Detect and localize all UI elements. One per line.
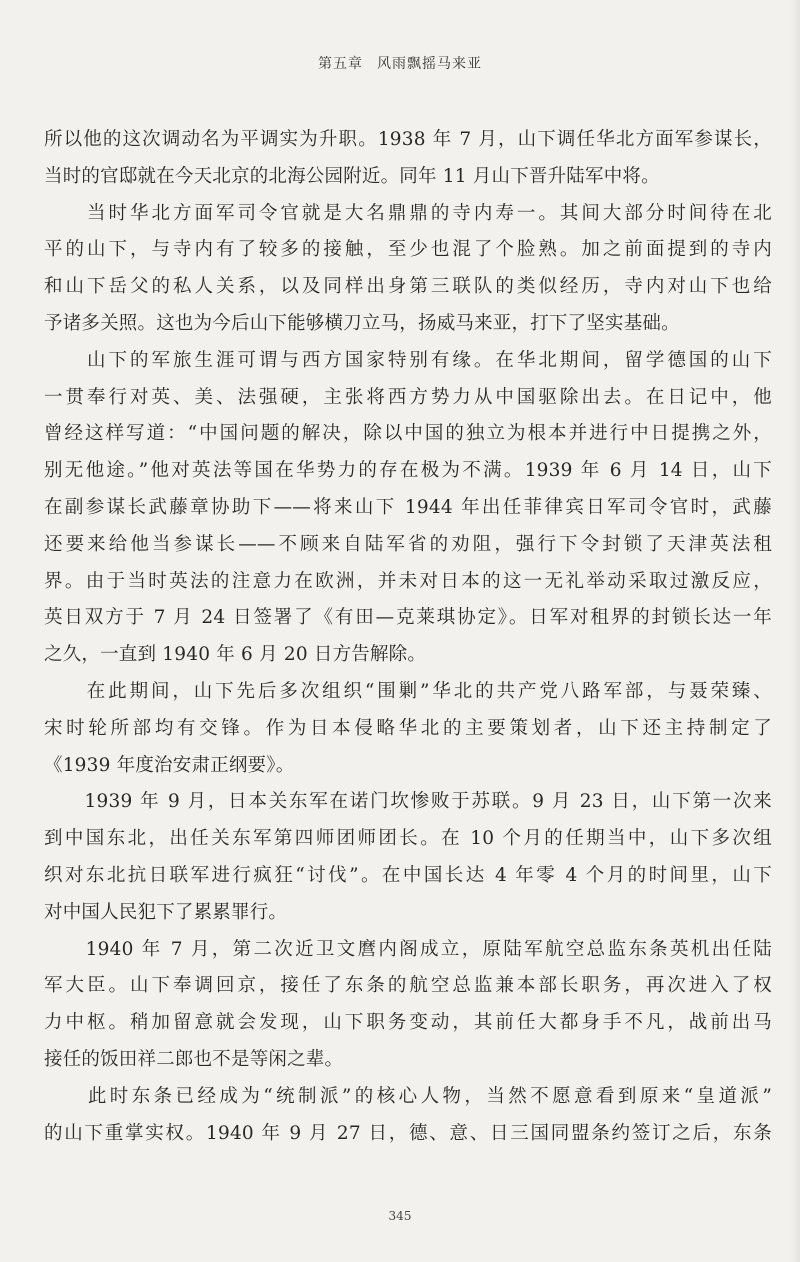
body-text xyxy=(44,122,772,1152)
text-line: 织对东北抗日联军进行疯狂“讨伐”。在中国长达 4 年零 4 个月的时间里，山下 xyxy=(44,864,772,886)
text-line: 界。由于当时英法的注意力在欧洲，并未对日本的这一无礼举动采取过激反应， xyxy=(44,570,772,592)
text-line: 曾经这样写道：“中国问题的解决，除以中国的独立为根本并进行中日提携之外， xyxy=(44,423,772,445)
text-line: 之久，一直到 1940 年 6 月 20 日方告解除。 xyxy=(44,644,427,666)
text-line: 还要来给他当参谋长——不顾来自陆军省的劝阻，强行下令封锁了天津英法租 xyxy=(44,533,772,555)
text-line: 军大臣。山下奉调回京，接任了东条的航空总监兼本部长职务，再次进入了权 xyxy=(44,975,772,997)
text-line: 宋时轮所部均有交锋。作为日本侵略华北的主要策划者，山下还主持制定了 xyxy=(44,717,772,739)
text-line: 所以他的这次调动名为平调实为升职。1938 年 7 月，山下调任华北方面军参谋长， xyxy=(44,129,772,150)
text-line: 别无他途。”他对英法等国在华势力的存在极为不满。1939 年 6 月 14 日，山下 xyxy=(44,460,772,482)
text-line: 1939 年 9 月，日本关东军在诺门坎惨败于苏联。9 月 23 日，山下第一次来 xyxy=(44,791,772,813)
text-line: 对中国人民犯下了累累罪行。 xyxy=(44,901,288,923)
text-line: 和山下岳父的私人关系，以及同样出身第三联队的类似经历，寺内对山下也给 xyxy=(44,276,772,298)
text-line: 一贯奉行对英、美、法强硬，主张将西方势力从中国驱除出去。在日记中，他 xyxy=(44,386,772,408)
chapter-label: 第五章 xyxy=(318,56,363,72)
text-line: 英日双方于 7 月 24 日签署了《有田—克莱琪协定》。日军对租界的封锁长达一年 xyxy=(44,607,772,629)
text-line: 接任的饭田祥二郎也不是等闲之辈。 xyxy=(44,1048,344,1070)
text-line: 到中国东北，出任关东军第四师团师团长。在 10 个月的任期当中，山下多次组 xyxy=(44,828,772,850)
text-line: 在此期间，山下先后多次组织“围剿”华北的共产党八路军部，与聂荣臻、 xyxy=(44,680,772,702)
text-line: 1940 年 7 月，第二次近卫文麿内阁成立，原陆军航空总监东条英机出任陆 xyxy=(44,938,772,960)
text-line: 山下的军旅生涯可谓与西方国家特别有缘。在华北期间，留学德国的山下 xyxy=(44,349,772,371)
page-number: 345 xyxy=(388,1209,412,1223)
text-line: 当时华北方面军司令官就是大名鼎鼎的寺内寿一。其间大部分时间待在北 xyxy=(44,202,772,224)
text-line: 予诸多关照。这也为今后山下能够横刀立马，扬威马来亚，打下了坚实基础。 xyxy=(44,312,680,334)
text-line: 的山下重掌实权。1940 年 9 月 27 日，德、意、日三国同盟条约签订之后，东条 xyxy=(44,1122,772,1144)
text-line: 在副参谋长武藤章协助下——将来山下 1944 年出任菲律宾日军司令官时，武藤 xyxy=(44,496,772,518)
page-edge-shadow xyxy=(790,0,800,1262)
text-line: 力中枢。稍加留意就会发现，山下职务变动，其前任大都身手不凡，战前出马 xyxy=(44,1012,772,1034)
text-line: 此时东条已经成为“统制派”的核心人物，当然不愿意看到原来“皇道派” xyxy=(44,1085,772,1107)
text-line: 当时的官邸就在今天北京的北海公园附近。同年 11 月山下晋升陆军中将。 xyxy=(44,165,660,187)
chapter-title: 风雨飘摇马来亚 xyxy=(377,56,482,72)
text-line: 《1939 年度治安肃正纲要》。 xyxy=(44,754,295,776)
text-line: 平的山下，与寺内有了较多的接触，至少也混了个脸熟。加之前面提到的寺内 xyxy=(44,239,772,261)
running-header xyxy=(0,53,800,73)
